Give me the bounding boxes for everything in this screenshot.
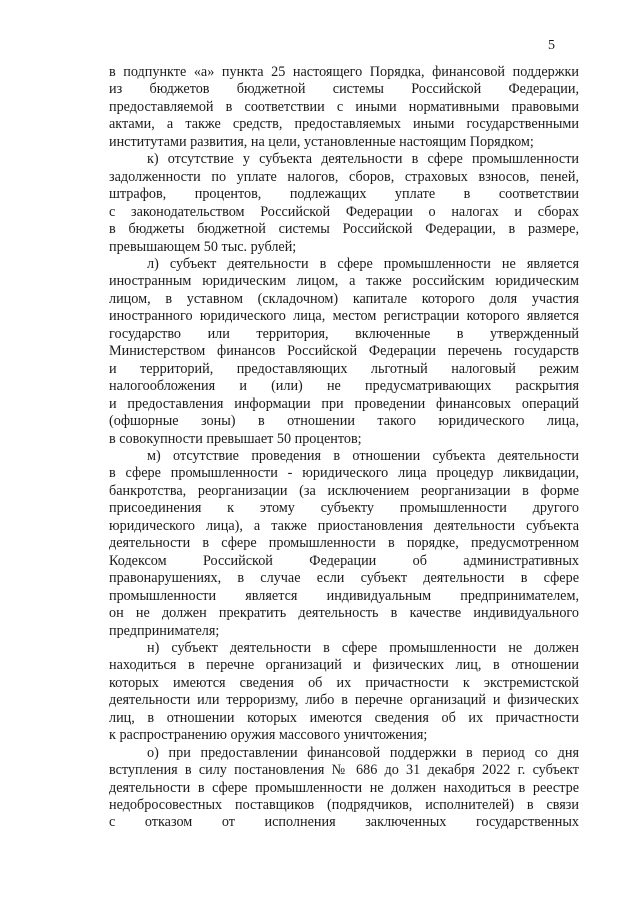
text-line: штрафов, процентов, подлежащих уплате в соответствии <box>109 186 579 203</box>
text-line: с отказом от исполнения заключенных государственных <box>109 814 579 831</box>
paragraph-k <box>109 151 579 256</box>
text-line: налогообложения и (или) не предусматривающих раскрытия <box>109 378 579 395</box>
paragraph-n <box>109 640 579 745</box>
text-line: и территорий, предоставляющих льготный налоговый режим <box>109 360 579 377</box>
paragraph-o <box>109 745 579 832</box>
text-line: находиться в перечне организаций и физических лиц, в отношении <box>109 657 579 674</box>
text-line: иностранного юридического лица, местом регистрации которого является <box>109 308 579 325</box>
text-line: недобросовестных поставщиков (подрядчиков, исполнителей) в связи <box>109 797 579 814</box>
text-line: предоставляемой в соответствии с иными нормативными правовыми <box>109 98 579 115</box>
text-line: из бюджетов бюджетной системы Российской Федерации, <box>109 81 579 98</box>
text-line: промышленности является индивидуальным предпринимателем, <box>109 587 579 604</box>
text-line: правонарушениях, в случае если субъект деятельности в сфере <box>109 570 579 587</box>
text-line: Министерством финансов Российской Федерации перечень государств <box>109 343 579 360</box>
text-line: лицом, в уставном (складочном) капитале которого доля участия <box>109 290 579 307</box>
text-line: деятельности в сфере промышленности не должен находиться в реестре <box>109 779 579 796</box>
text-line: которых имеются сведения об их причастности к экстремистской <box>109 674 579 691</box>
text-line: превышающем 50 тыс. рублей; <box>109 238 297 255</box>
text-line: юридического лица), а также приостановления деятельности субъекта <box>109 517 579 534</box>
text-line: в бюджеты бюджетной системы Российской Федерации, в размере, <box>109 221 579 238</box>
text-line: л) субъект деятельности в сфере промышленности не является <box>147 255 579 272</box>
text-line: (офшорные зоны) в отношении такого юридического лица, <box>109 413 579 430</box>
text-line: к распространению оружия массового уничтожения; <box>109 727 428 744</box>
text-line: о) при предоставлении финансовой поддержки в период со дня <box>147 744 579 761</box>
text-line: он не должен прекратить деятельность в качестве индивидуального <box>109 605 579 622</box>
text-line: государство или территория, включенные в утвержденный <box>109 325 579 342</box>
text-line: и предоставления информации при проведении финансовых операций <box>109 395 579 412</box>
text-line: иностранным юридическим лицом, а также российским юридическим <box>109 273 579 290</box>
page-number: 5 <box>548 38 555 53</box>
paragraph-l <box>109 256 579 448</box>
text-line: в совокупности превышает 50 процентов; <box>109 430 362 447</box>
document-body <box>109 64 579 832</box>
text-line: институтами развития, на цели, установленные настоящим Порядком; <box>109 133 534 150</box>
text-line: вступления в силу постановления № 686 до 31 декабря 2022 г. субъект <box>109 762 579 779</box>
text-line: в подпункте «а» пункта 25 настоящего Порядка, финансовой поддержки <box>109 64 579 80</box>
text-line: деятельности в сфере промышленности в порядке, предусмотренном <box>109 535 579 552</box>
text-line: в сфере промышленности - юридического лица процедур ликвидации, <box>109 465 579 482</box>
text-line: задолженности по уплате налогов, сборов, страховых взносов, пеней, <box>109 168 579 185</box>
text-line: деятельности или терроризму, либо в перечне организаций и физических <box>109 692 579 709</box>
text-line: н) субъект деятельности в сфере промышленности не должен <box>147 639 579 656</box>
text-line: Кодексом Российской Федерации об административных <box>109 552 579 569</box>
text-line: м) отсутствие проведения в отношении субъекта деятельности <box>147 447 579 464</box>
text-line: присоединения к этому субъекту промышленности другого <box>109 500 579 517</box>
text-line: банкротства, реорганизации (за исключением реорганизации в форме <box>109 482 579 499</box>
paragraph-intro-continuation <box>109 64 579 151</box>
paragraph-m <box>109 448 579 640</box>
text-line: предпринимателя; <box>109 622 220 639</box>
text-line: с законодательством Российской Федерации о налогах и сборах <box>109 203 579 220</box>
text-line: к) отсутствие у субъекта деятельности в сфере промышленности <box>147 151 579 168</box>
text-line: актами, а также средств, предоставляемых иными государственными <box>109 116 579 133</box>
text-line: лиц, в отношении которых имеются сведения об их причастности <box>109 709 579 726</box>
